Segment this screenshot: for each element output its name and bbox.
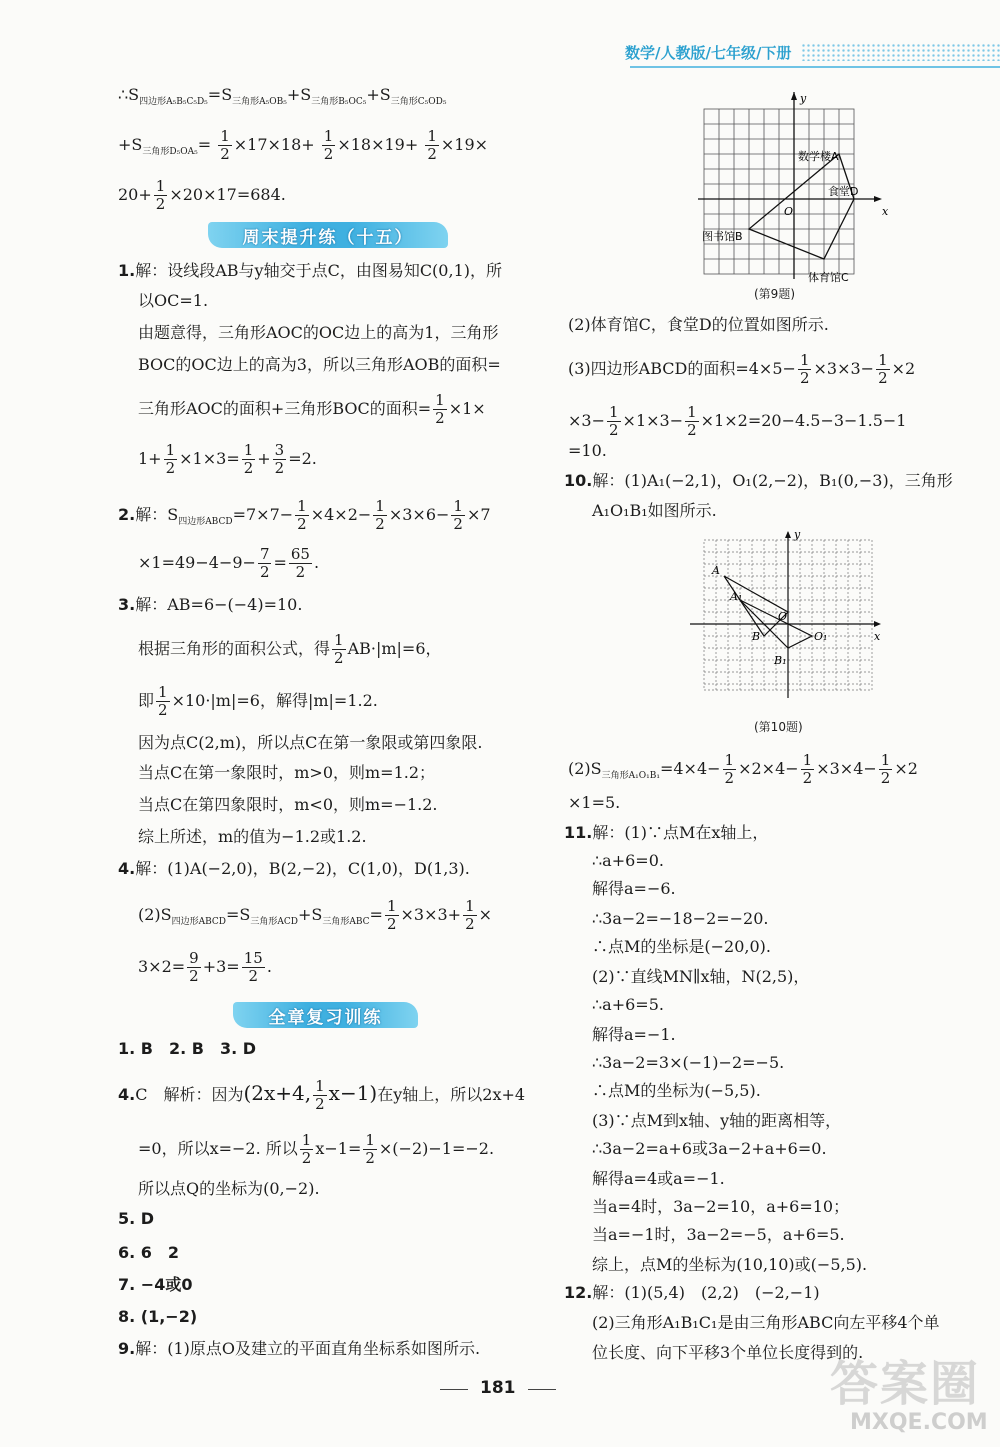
- section-banner-review: 全章复习训练: [233, 1002, 418, 1028]
- figure-10-caption: (第10题): [754, 720, 803, 734]
- figure-10-label-a: A: [712, 564, 720, 577]
- p3-line-5: 当点C在第一象限时，m>0，则m=1.2；: [138, 763, 436, 782]
- figure-9-label-d: 食堂D: [828, 185, 859, 198]
- figure-9-label-o: O: [784, 205, 794, 218]
- header-dots: [801, 43, 1000, 61]
- figure-9-label-y: y: [800, 92, 807, 105]
- q11-line-6: (2)∵直线MN∥x轴，N(2,5)，: [592, 967, 810, 986]
- area-line-3: 20+ $\frac{1}{2}$ ×20×17=684.: [118, 177, 286, 213]
- p3-line-2: 根据三角形的面积公式，得 $\frac{1}{2}$ AB·|m|=6，: [138, 631, 442, 667]
- q12-line-1: 12.解：(1)(5,4) (2,2) (−2,−1): [564, 1283, 820, 1302]
- q11-line-10: ∴点M的坐标为(−5,5).: [592, 1081, 761, 1100]
- page-dash-right: [528, 1389, 556, 1390]
- q10-line-4: ×1=5.: [568, 793, 621, 812]
- watermark-url: MXQE.COM: [850, 1410, 988, 1435]
- figure-10-label-a1: A₁: [730, 590, 743, 603]
- figure-10-label-x: x: [874, 630, 881, 643]
- p4-line-2: $(2)S_{四边形ABCD}=S_{三角形ACD}+S_{三角形ABC}=$ $\frac{1}{2}$ ×3×3+ $\frac{1}{2}$ ×: [138, 897, 493, 933]
- q9-line-5: =10.: [568, 441, 607, 460]
- figure-10-y-arrow: [785, 531, 791, 538]
- q11-line-8: 解得a=−1.: [592, 1025, 676, 1044]
- q11-line-13: 解得a=4或a=−1.: [592, 1169, 725, 1188]
- figure-9-label-b: 图书馆B: [702, 230, 743, 243]
- figure-10-label-b: B: [752, 630, 761, 643]
- p1-line-1: 1.解：设线段AB与y轴交于点C，由图易知C(0,1)，所: [118, 261, 502, 280]
- q10-line-1: 10.解：(1)A₁(−2,1)，O₁(2,−2)，B₁(0,−3)，三角形: [564, 471, 953, 490]
- q11-line-2: ∴a+6=0.: [592, 851, 664, 870]
- figure-10: [686, 528, 886, 708]
- p1-line-2: 以OC=1.: [138, 291, 209, 310]
- figure-9: [694, 84, 894, 284]
- q10-line-3: $(2)S_{三角形A_1O_1B_1}=4\times 4-$ $\frac{1}{2}$ ×2×4− $\frac{1}{2}$ ×3×4− $\frac{1}{2}$ ×2: [568, 751, 918, 787]
- figure-9-quadrilateral: [749, 154, 854, 259]
- r-line-8: 8. (1,−2): [118, 1307, 198, 1326]
- q11-line-7: ∴a+6=5.: [592, 995, 664, 1014]
- figure-9-y-arrow: [791, 92, 797, 100]
- figure-9-label-a: 数学楼A: [798, 150, 839, 163]
- header-tag: [625, 38, 1000, 66]
- figure-9-caption: (第9题): [754, 287, 795, 301]
- q11-line-5: ∴点M的坐标是(−20,0).: [592, 937, 771, 956]
- figure-9-x-arrow: [874, 196, 882, 202]
- q12-line-3: 位长度、向下平移3个单位长度得到的.: [592, 1343, 864, 1362]
- page-dash-left: [440, 1389, 468, 1390]
- figure-10-triangle-aob: [724, 576, 788, 636]
- q11-line-11: (3)∵点M到x轴、y轴的距离相等，: [592, 1111, 842, 1130]
- figure-10-label-o1: O₁: [814, 630, 828, 643]
- watermark-logo: 答案圈: [830, 1356, 981, 1412]
- p2-line-1: 2.解：$S_{四边形ABCD}=7\times 7-$ $\frac{1}{2}$ ×4×2− $\frac{1}{2}$ ×3×6− $\frac{1}{2}$ ×7: [118, 497, 491, 533]
- r-line-7: 7. −4或0: [118, 1275, 193, 1294]
- r-line-9: 9.解：(1)原点O及建立的平面直角坐标系如图所示.: [118, 1339, 481, 1358]
- r-line-4: 4.C 解析：因为(2x+4, $\frac{1}{2}$ x−1)在y轴上，所以2x+4: [118, 1077, 526, 1113]
- area-line-1: $\therefore S_{四边形A_5B_5C_5D_5}=S_{三角形A_5OB_5}+S_{三角形B_5OC_5}+S_{三角形C_5OD_5}$: [118, 85, 447, 107]
- area-line-2: $+S_{三角形D_5OA_5}=$ $\frac{1}{2}$ ×17×18+ $\frac{1}{2}$ ×18×19+ $\frac{1}{2}$ ×19×: [118, 127, 489, 163]
- q9-line-3: (3)四边形ABCD的面积=4×5− $\frac{1}{2}$ ×3×3− $\frac{1}{2}$ ×2: [568, 351, 916, 387]
- p3-line-4: 因为点C(2,m)，所以点C在第一象限或第四象限.: [138, 733, 483, 752]
- r-line-4c: 所以点Q的坐标为(0,−2).: [138, 1179, 320, 1198]
- q9-line-2: (2)体育馆C，食堂D的位置如图所示.: [568, 315, 829, 334]
- figure-10-x-arrow: [874, 621, 881, 627]
- p1-line-5: 三角形AOC的面积+三角形BOC的面积= $\frac{1}{2}$ ×1×: [138, 391, 486, 427]
- q11-line-15: 当a=−1时，3a−2=−5，a+6=5.: [592, 1225, 845, 1244]
- q9-line-4: ×3− $\frac{1}{2}$ ×1×3− $\frac{1}{2}$ ×1×2=20−4.5−3−1.5−1: [568, 403, 907, 439]
- p3-line-6: 当点C在第四象限时，m<0，则m=−1.2.: [138, 795, 438, 814]
- q11-line-16: 综上，点M的坐标为(10,10)或(−5,5).: [592, 1255, 868, 1274]
- r-line-4b: =0，所以x=−2. 所以 $\frac{1}{2}$ x−1= $\frac{1}{2}$ ×(−2)−1=−2.: [138, 1131, 495, 1167]
- q12-line-2: (2)三角形A₁B₁C₁是由三角形ABC向左平移4个单: [592, 1313, 940, 1332]
- figure-9-label-x: x: [882, 205, 889, 218]
- q11-line-9: ∴3a−2=3×(−1)−2=−5.: [592, 1053, 785, 1072]
- q11-line-3: 解得a=−6.: [592, 879, 676, 898]
- p4-line-1: 4.解：(1)A(−2,0)，B(2,−2)，C(1,0)，D(1,3).: [118, 859, 470, 878]
- p1-line-4: BOC的OC边上的高为3，所以三角形AOB的面积=: [138, 355, 501, 374]
- p1-line-3: 由题意得，三角形AOC的OC边上的高为1，三角形: [138, 323, 499, 342]
- figure-9-label-c: 体育馆C: [808, 271, 849, 284]
- q11-line-1: 11.解：(1)∵点M在x轴上，: [564, 823, 769, 842]
- q11-line-14: 当a=4时，3a−2=10，a+6=10；: [592, 1197, 850, 1216]
- q11-line-4: ∴3a−2=−18−2=−20.: [592, 909, 769, 928]
- header-title: 数学/人教版/七年级/下册: [625, 43, 792, 62]
- r-line-6: 6. 6 2: [118, 1243, 180, 1262]
- p3-line-3: 即 $\frac{1}{2}$ ×10·|m|=6，解得|m|=1.2.: [138, 683, 378, 719]
- q10-line-2: A₁O₁B₁如图所示.: [592, 501, 717, 520]
- p1-line-6: 1+ $\frac{1}{2}$ ×1×3= $\frac{1}{2}$ + $\frac{3}{2}$ =2.: [138, 441, 317, 477]
- p2-line-2: ×1=49−4−9− $\frac{7}{2}$ = $\frac{65}{2}$ .: [138, 545, 320, 581]
- p4-line-3: 3×2= $\frac{9}{2}$ +3= $\frac{15}{2}$ .: [138, 949, 272, 985]
- p3-line-7: 综上所述，m的值为−1.2或1.2.: [138, 827, 367, 846]
- r-line-1: 1. B 2. B 3. D: [118, 1039, 257, 1058]
- figure-10-label-o: O: [778, 610, 788, 623]
- section-banner-15: 周末提升练（十五）: [208, 222, 448, 248]
- q11-line-12: ∴3a−2=a+6或3a−2+a+6=0.: [592, 1139, 827, 1158]
- figure-10-label-y: y: [794, 528, 801, 541]
- r-line-5: 5. D: [118, 1209, 155, 1228]
- figure-10-label-b1: B₁: [774, 654, 787, 667]
- page-number: 181: [480, 1378, 516, 1398]
- header-line: [630, 66, 1000, 68]
- p3-line-1: 3.解：AB=6−(−4)=10.: [118, 595, 303, 614]
